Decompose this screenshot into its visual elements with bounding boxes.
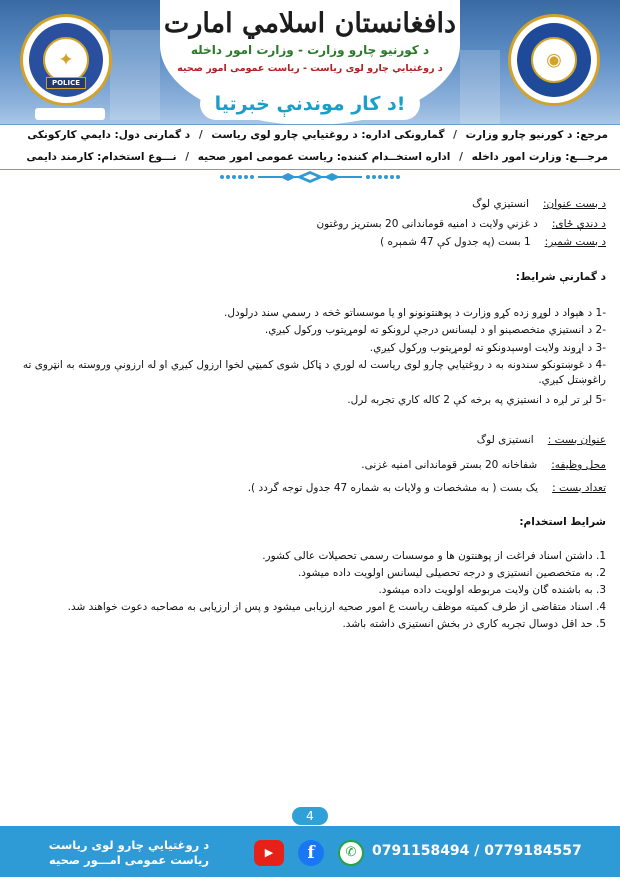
field-post-title-ps: د بست عنوان:انستیزي لوگ: [472, 198, 606, 210]
condition-item-ps: -5 لږ تر لږه د انستیزي په برخه کې 2 کاله کاري تجربه لرل.: [347, 394, 606, 406]
contact-phones: 0791158494 / 0779184557: [372, 843, 582, 859]
info-row-pashto: مرجع: د کورنیو چارو وزارت / گمارونکی اداره: د روغتیایي چارو لوی ریاست / د گمارنی دول: دایمي کارکونکی: [27, 129, 608, 141]
page-number: 4: [292, 807, 328, 825]
conditions-heading-fa: شرایط استخدام:: [519, 516, 606, 528]
field-duty-station-fa: محل وظیفه:شفاخانه 20 بستر قوماندانی امنیه غزنی.: [361, 459, 606, 471]
ornament-divider: [218, 171, 402, 183]
eye-emblem-icon: ◉: [546, 49, 562, 71]
facebook-icon[interactable]: f: [298, 840, 324, 866]
condition-item-fa: 4. اسناد متقاضی از طرف کمیته موظف ریاست ع امور صحیه ارزیابی میشود و پس از ارزیابی به مصاحبه دعوت خواهند شد.: [67, 601, 606, 613]
condition-item-ps: -3 د اړوند ولایت اوسېدونکو ته لومړیتوب ورکول کیږي.: [369, 342, 606, 354]
info-band: [0, 124, 620, 170]
announcement-title: د کار موندنې خبرتیا!: [200, 88, 420, 120]
conditions-heading-ps: د گمارنې شرایط:: [515, 271, 606, 283]
condition-item-ps: -4 د غوښتونکو سندونه به د روغتیایي چارو لوی ریاست له لوري د ټاکل شوی کمیټي لخوا ارزول کیږي او له ارزونې وروسته به انټروی ته راغوښتل کیږي.: [22, 359, 606, 386]
directorate-subtitle: د روغتیایي چارو لوی ریاست - ریاست عمومی امور صحیه: [177, 63, 443, 74]
health-directorate-logo: [508, 14, 600, 106]
info-row-dari: مرجـــع: وزارت امور داخله / اداره استخــدام کننده: ریاست عمومی امور صحیه / نـــوع استخدام: کارمند دایمی: [26, 151, 608, 163]
field-post-title-fa: عنوان بست :انستیزی لوگ: [476, 434, 606, 446]
field-duty-station-ps: د دندې ځای:د غزني ولایت د امنیه قوماندانی 20 بستریز روغتون: [316, 218, 606, 230]
field-post-count-ps: د بست شمیر:1 بست (په جدول کې 47 شمېره ): [380, 236, 606, 248]
footer-org: د روغتیایي چارو لوی ریاست ریاست عمومی امـــور صحیه: [48, 838, 210, 867]
condition-item-ps: -2 د انستیزي متخصصینو او د لیسانس درجې لرونکو ته لومړیتوب ورکول کیږي.: [264, 324, 606, 336]
condition-item-ps: -1 د هېواد د لوړو زده کړو وزارت د پوهنتونونو او یا موسساتو څخه د رسمي سند درلودل.: [224, 307, 606, 319]
condition-item-fa: 5. حد اقل دوسال تجربه کاری در بخش انستیزی داشته باشد.: [342, 618, 606, 630]
condition-item-fa: 3. به باشنده گان ولایت مربوطه اولویت داده میشود.: [378, 584, 606, 596]
emblem-icon: ✦: [58, 49, 74, 71]
condition-item-fa: 1. داشتن اسناد فراغت از پوهنتون ها و موسسات رسمی تحصیلات عالی کشور.: [262, 550, 606, 562]
building-silhouette: [110, 30, 160, 120]
ministry-subtitle: د کورنیو چارو وزارت - وزارت امور داخله: [190, 43, 430, 57]
footer-bar: [0, 826, 620, 877]
police-logo: [20, 14, 112, 106]
condition-item-fa: 2. به متخصصین انستیزی و درجه تحصیلی لیسانس اولویت داده میشود.: [297, 567, 606, 579]
emirate-calligraphy: دافغانستان اسلامي امارت: [163, 8, 457, 39]
police-label: POLICE: [46, 77, 86, 89]
whatsapp-icon[interactable]: ✆: [338, 840, 364, 866]
field-post-count-fa: تعداد بست :یک بست ( به مشخصات و ولایات به شماره 47 جدول توجه گردد ).: [247, 482, 606, 494]
logo-caption: [35, 108, 105, 120]
youtube-icon[interactable]: ▶: [254, 840, 284, 866]
